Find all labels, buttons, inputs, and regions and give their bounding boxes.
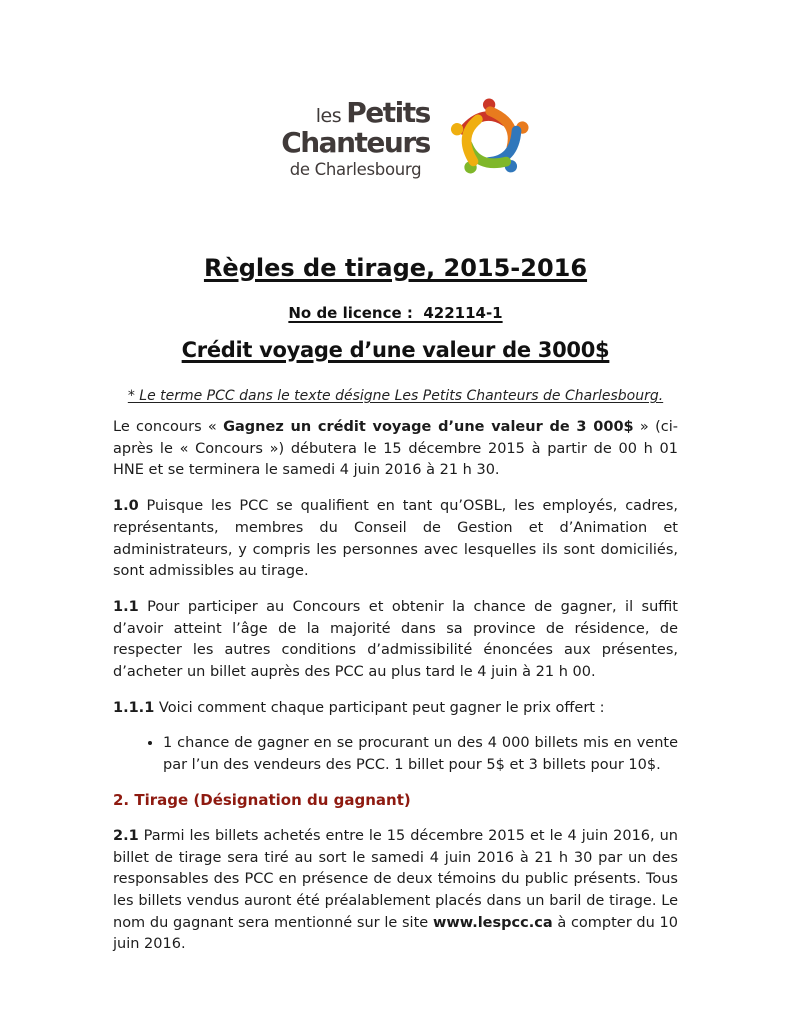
clause-number: 1.0: [113, 498, 139, 515]
intro-pre: Le concours «: [113, 419, 224, 435]
logo-word-petits: Petits: [346, 96, 430, 130]
paragraph-clause-2-1: [113, 826, 678, 956]
prize-title: Crédit voyage d’une valeur de 3000$: [181, 338, 610, 362]
logo-word-chanteurs: Chanteurs: [281, 126, 430, 160]
ways-to-win-list: [113, 733, 678, 776]
clause-text: Parmi les billets achetés entre le 15 décembre 2015 et le 4 juin 2016, un billet de tirage sera tiré au sort le samedi 4 juin 2016 à 21 h 30 par un des responsables des PCC en présence de deux témoins du public présents. Tous les billets vendus auront été préalablement placés dans un baril de tirage. Le nom du gagnant sera mentionné sur le site: [113, 827, 678, 931]
clause-number: 1.1.1: [113, 699, 155, 716]
logo-word-les: les: [315, 105, 342, 128]
clause-text: Puisque les PCC se qualifient en tant qu’OSBL, les employés, cadres, représentants, membres du Conseil de Gestion et d’Animation et administrateurs, y compris les personnes avec lesquelles ils sont domiciliés, sont admissibles au tirage.: [113, 498, 678, 580]
intro-contest-name: Gagnez un crédit voyage d’une valeur de 3 000$: [223, 419, 634, 435]
paragraph-clause-1-1-1: [113, 698, 678, 720]
page-title: Règles de tirage, 2015-2016: [203, 254, 588, 282]
section-2-heading: 2. Tirage (Désignation du gagnant): [113, 790, 411, 809]
paragraph-clause-1-0: [113, 496, 678, 583]
paragraph-intro: [113, 417, 678, 482]
clause-tail: à compter du 10 juin 2016.: [113, 914, 678, 953]
clause-number: 2.1: [113, 827, 139, 844]
intro-post: » (ci-après le « Concours ») débutera le 15 décembre 2015 à partir de 00 h 01 HNE et se terminera le samedi 4 juin 2016 à 21 h 30.: [113, 419, 678, 479]
clause-text: Pour participer au Concours et obtenir la chance de gagner, il suffit d’avoir atteint l’âge de la majorité dans sa province de résidence, de respecter les autres conditions d’admissibilité énoncées aux présentes, d’acheter un billet auprès des PCC au plus tard le 4 juin à 21 h 00.: [113, 598, 678, 681]
logo-wordmark: [281, 96, 430, 180]
licence-number-line: [0, 304, 791, 322]
pcc-definition-footnote: * Le terme PCC dans le texte désigne Les Petits Chanteurs de Charlesbourg.: [127, 388, 664, 404]
list-item-ticket-odds: • 1 chance de gagner en se procurant un des 4 000 billets mis en vente par l’un des vendeurs des PCC. 1 billet pour 5$ et 3 billets pour 10$.: [163, 733, 678, 776]
clause-number: 1.1: [113, 598, 139, 615]
rules-body: [113, 417, 678, 956]
logo-line-les-petits: [281, 96, 430, 130]
paragraph-clause-1-1: [113, 597, 678, 684]
licence-number-text: No de licence : 422114-1: [288, 304, 503, 322]
clause-text: Voici comment chaque participant peut gagner le prix offert :: [154, 699, 605, 716]
website-text: www.lespcc.ca: [432, 914, 553, 931]
logo-tagline: de Charlesbourg: [289, 160, 422, 180]
organization-logo: [12, 92, 791, 186]
choir-circle-of-dancers-icon: [446, 92, 534, 186]
